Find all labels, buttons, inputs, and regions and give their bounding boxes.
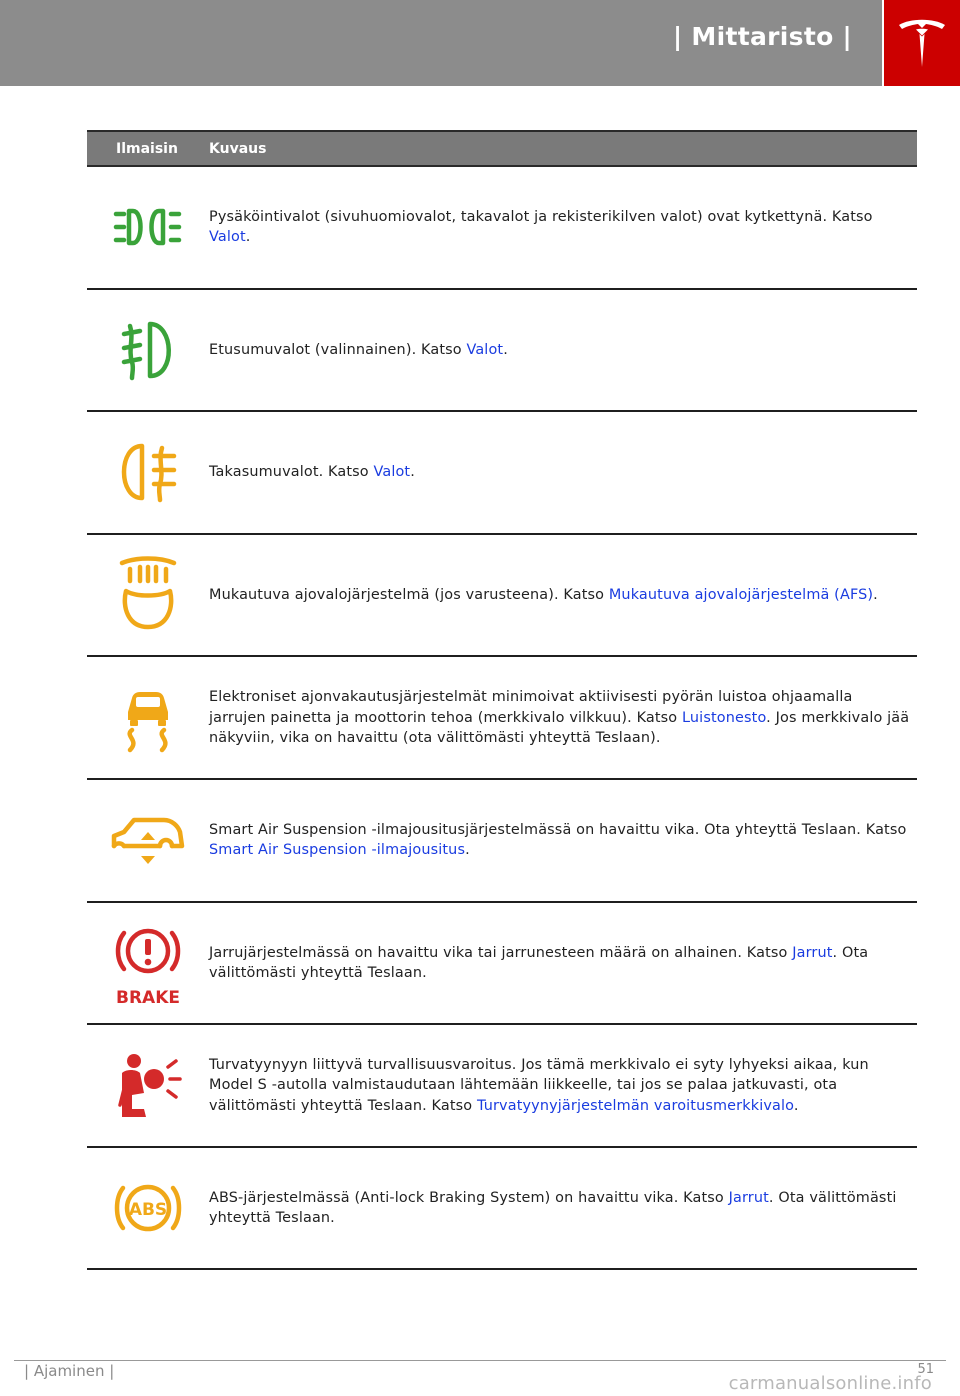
abs-warning-icon: [87, 1148, 209, 1269]
indicator-table: [87, 130, 917, 1270]
traction-control-icon: [87, 657, 209, 778]
page-number: 51: [917, 1362, 934, 1377]
row-description: Smart Air Suspension -ilmajousitusjärjestelmässä on havaittu vika. Ota yhteyttä Teslaan. Katso Smart Air Suspension -ilmajousitus.: [209, 821, 907, 859]
footer-divider: [14, 1360, 946, 1361]
table-row: [87, 657, 917, 780]
table-row: [87, 290, 917, 413]
brake-label: BRAKE: [116, 987, 180, 1005]
row-description: Mukautuva ajovalojärjestelmä (jos varusteena). Katso Mukautuva ajovalojärjestelmä (AFS).: [209, 586, 878, 603]
link-afs[interactable]: Mukautuva ajovalojärjestelmä (AFS): [608, 586, 874, 603]
watermark: carmanualsonline.info: [728, 1373, 932, 1394]
column-header-description: Kuvaus: [209, 140, 267, 157]
link-jarrut[interactable]: Jarrut: [728, 1189, 769, 1206]
footer-section: | Ajaminen |: [24, 1362, 115, 1380]
rear-fog-lights-icon: [87, 412, 209, 533]
link-valot[interactable]: Valot: [373, 464, 411, 481]
column-header-indicator: Ilmaisin: [116, 140, 178, 157]
table-row: [87, 167, 917, 290]
link-air-suspension[interactable]: Smart Air Suspension -ilmajousitus: [209, 842, 466, 859]
page-section-title: | Mittaristo |: [673, 22, 852, 51]
link-valot[interactable]: Valot: [466, 341, 504, 358]
front-fog-lights-icon: [87, 290, 209, 411]
table-row: [87, 412, 917, 535]
row-description: Turvatyynyyn liittyvä turvallisuusvaroitus. Jos tämä merkkivalo ei syty lyhyeksi aikaa, kun Model S -autolla valmistaudutaan lähtemään liikkeelle, tai jos se palaa jatkuvasti, ota välittömästi yhteyttä Teslaan. Katso Turvatyynyjärjestelmän varoitusmerkkivalo.: [209, 1057, 869, 1114]
tesla-logo-icon: [896, 15, 948, 71]
link-valot[interactable]: Valot: [209, 229, 246, 246]
table-row: [87, 535, 917, 658]
row-description: Etusumuvalot (valinnainen). Katso Valot.: [209, 341, 508, 358]
adaptive-headlights-icon: [87, 535, 209, 656]
table-row: [87, 1148, 917, 1271]
row-description: Pysäköintivalot (sivuhuomiovalot, takavalot ja rekisterikilven valot) ovat kytkettynä. Katso Valot.: [209, 209, 873, 246]
airbag-warning-icon: [87, 1025, 209, 1146]
link-jarrut[interactable]: Jarrut: [792, 944, 833, 961]
table-row: [87, 1025, 917, 1148]
row-description: Takasumuvalot. Katso Valot.: [209, 464, 415, 481]
abs-label: ABS: [128, 1200, 168, 1221]
table-row: [87, 780, 917, 903]
table-header: [87, 130, 917, 167]
table-row: [87, 903, 917, 1026]
brake-warning-icon: [87, 903, 209, 1024]
row-description: ABS-järjestelmässä (Anti-lock Braking System) on havaittu vika. Katso Jarrut. Ota välittömästi yhteyttä Teslaan.: [209, 1189, 897, 1227]
air-suspension-icon: [87, 780, 209, 901]
row-description: Jarrujärjestelmässä on havaittu vika tai jarrunesteen määrä on alhainen. Katso Jarrut. Ota välittömästi yhteyttä Teslaan.: [209, 944, 869, 981]
tesla-logo: [884, 0, 960, 86]
link-luistonesto[interactable]: Luistonesto: [682, 709, 767, 726]
row-description: Elektroniset ajonvakautusjärjestelmät minimoivat aktiivisesti pyörän luistoa ohjaamalla jarrujen painetta ja moottorin tehoa (merkkivalo vilkkuu). Katso Luistonesto. Jos merkkivalo jää näkyviin, vika on havaittu (ota välittömästi yhteyttä Teslaan).: [209, 689, 910, 746]
parking-lights-icon: [87, 167, 209, 288]
link-airbag[interactable]: Turvatyynyjärjestelmän varoitusmerkkivalo: [476, 1097, 794, 1114]
